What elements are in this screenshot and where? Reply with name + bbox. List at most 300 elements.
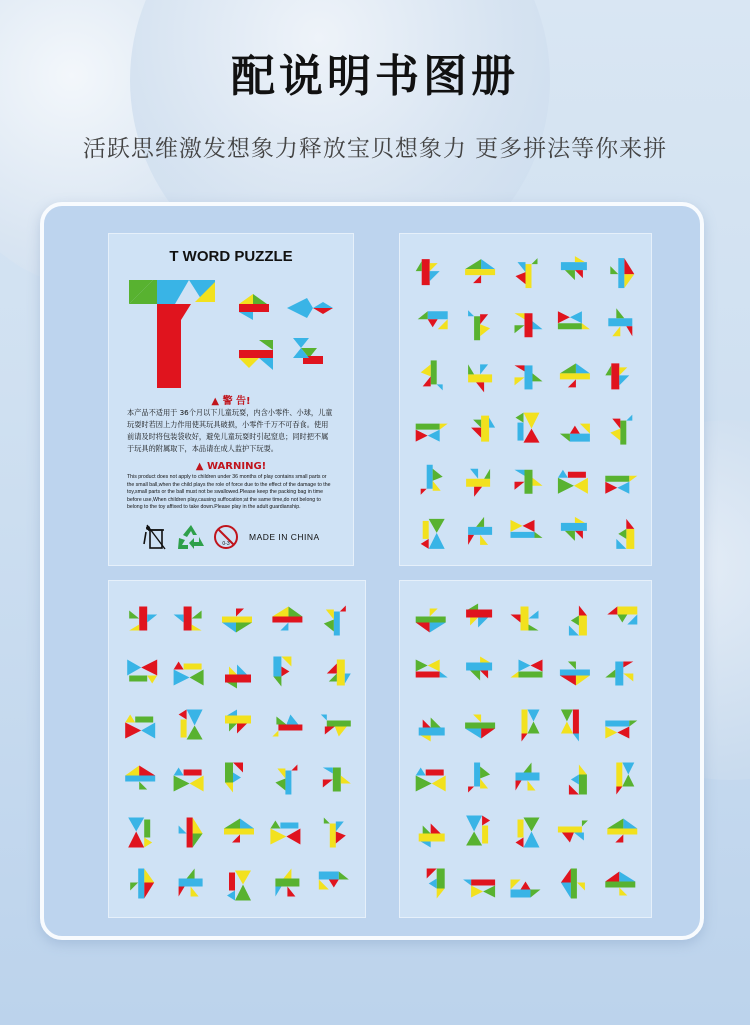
tangram-piece (522, 710, 528, 734)
tangram-pattern (174, 662, 204, 686)
tangram-pattern (468, 763, 490, 793)
tangram-piece (465, 723, 495, 729)
tangram-piece (225, 783, 233, 793)
tangram-piece (433, 469, 443, 481)
tangram-piece (278, 725, 302, 731)
tangram-piece (323, 768, 333, 774)
tangram-piece (612, 326, 620, 336)
tangram-piece (524, 818, 540, 832)
tangram-pattern (273, 657, 291, 687)
tangram-piece (531, 660, 543, 672)
tangram-piece (515, 365, 525, 371)
tangram-pattern (516, 413, 540, 443)
tangram-piece (525, 470, 533, 494)
tangram-piece (470, 618, 478, 626)
tangram-piece (605, 882, 635, 888)
tangram-piece (526, 264, 532, 288)
tangram-piece (422, 259, 430, 285)
tangram-piece (629, 721, 637, 727)
tangram-piece (582, 323, 590, 329)
tangram-piece (518, 820, 524, 838)
tangram-piece (611, 363, 619, 389)
tangram-piece (481, 729, 495, 739)
tangram-piece (431, 824, 441, 834)
pattern-card (399, 580, 652, 918)
tangram-piece (560, 434, 570, 442)
tangram-pattern (605, 662, 633, 686)
tangram-piece (418, 311, 428, 319)
tangram-piece (428, 660, 440, 672)
tangram-piece (466, 816, 482, 832)
instruction-card (108, 233, 354, 566)
tangram-piece (575, 531, 583, 539)
tangram-piece (474, 487, 482, 497)
tangram-piece (605, 482, 617, 494)
tangram-pattern (427, 869, 445, 899)
tangram-piece (533, 373, 543, 381)
tangram-piece (481, 416, 489, 442)
tangram-pattern (179, 818, 203, 848)
tangram-pattern (465, 715, 495, 739)
tangram-piece (179, 879, 203, 887)
tangram-piece (616, 787, 622, 795)
tangram-piece (233, 773, 241, 783)
tangram-piece (191, 887, 199, 897)
tangram-pattern (516, 763, 540, 791)
tangram-piece (619, 375, 629, 385)
tangram-piece (531, 890, 541, 898)
tangram-piece (174, 776, 190, 792)
tangram-pattern (224, 819, 254, 843)
tangram-piece (193, 818, 203, 834)
tangram-piece (570, 311, 582, 323)
tangram-piece (489, 418, 495, 428)
tangram-piece (225, 763, 233, 783)
tangram-piece (561, 722, 573, 734)
tangram-pattern (275, 869, 299, 897)
tangram-piece (516, 413, 524, 423)
tangram-piece (528, 722, 540, 734)
tangram-pattern (272, 607, 302, 631)
tangram-piece (127, 660, 141, 676)
tangram-piece (232, 835, 240, 843)
tangram-piece (431, 718, 441, 728)
tangram-piece (286, 829, 300, 845)
tangram-piece (484, 469, 490, 479)
tangram-pattern (416, 424, 448, 442)
tangram-piece (336, 822, 344, 832)
tangram-piece (423, 521, 429, 539)
tangram-piece (341, 776, 351, 784)
tangram-piece (319, 872, 339, 880)
tangram-piece (431, 360, 437, 384)
tangram-pattern (560, 363, 590, 387)
tangram-piece (619, 888, 627, 896)
tangram-piece (524, 832, 540, 848)
tangram-pattern (561, 710, 579, 742)
tangram-piece (468, 310, 474, 316)
tangram-piece (575, 517, 585, 523)
tangram-piece (416, 617, 446, 623)
tangram-piece (130, 883, 138, 891)
tangram-piece (287, 887, 295, 897)
tangram-pattern (605, 476, 637, 494)
tangram-piece (129, 625, 139, 631)
tangram-pattern (327, 660, 351, 686)
tangram-piece (582, 821, 588, 827)
tangram-piece (125, 776, 155, 782)
tangram-pattern (560, 662, 590, 686)
tangram-piece (626, 415, 632, 421)
tangram-piece (524, 413, 540, 429)
tangram-piece (515, 325, 525, 333)
tangram-piece (515, 313, 525, 319)
tangram-piece (128, 818, 144, 832)
tangram-piece (141, 660, 157, 676)
tangram-piece (521, 607, 529, 631)
tangram-piece (605, 727, 617, 739)
tangram-piece (626, 326, 632, 336)
tangram-piece (560, 373, 590, 379)
tangram-piece (135, 717, 153, 723)
tangram-piece (427, 465, 433, 489)
tangram-piece (561, 710, 573, 722)
tangram-piece (627, 615, 637, 625)
tangram-pattern (561, 869, 585, 899)
tangram-piece (465, 259, 481, 269)
tangram-piece (416, 776, 432, 792)
tangram-piece (533, 478, 543, 486)
tangram-piece (291, 765, 297, 771)
tangram-piece (570, 434, 590, 442)
tangram-piece (335, 727, 347, 737)
warning-triangle-icon: ▲ (211, 396, 220, 407)
tangram-pattern (558, 311, 590, 329)
tangram-piece (616, 308, 624, 318)
tangram-piece (224, 829, 254, 835)
tangram-piece (281, 657, 291, 667)
tangram-piece (272, 607, 288, 617)
tangram-piece (565, 270, 575, 280)
tangram-pattern (511, 607, 539, 631)
tangram-piece (605, 872, 619, 882)
tangram-piece (573, 734, 579, 742)
tangram-piece (236, 623, 252, 633)
tangram-piece (174, 768, 184, 776)
tangram-pattern (569, 765, 587, 795)
tangram-piece (416, 623, 430, 633)
svg-text:0-3: 0-3 (222, 541, 230, 547)
tangram-piece (125, 715, 135, 723)
tangram-piece (280, 823, 298, 829)
tangram-piece (480, 314, 488, 324)
tangram-piece (561, 869, 571, 883)
tangram-pattern (225, 710, 251, 734)
tangram-piece (423, 826, 431, 834)
tangram-piece (147, 615, 157, 623)
tangram-piece (515, 470, 525, 476)
tangram-piece (471, 880, 495, 886)
tangram-pattern (179, 869, 203, 897)
tangram-piece (273, 657, 281, 677)
made-in-label: MADE IN CHINA (249, 532, 320, 542)
tangram-piece (286, 715, 298, 725)
warning-en-title: ▲ WARNING! (195, 461, 267, 472)
tangram-piece (181, 720, 187, 738)
tangram-piece (235, 885, 251, 901)
tangram-piece (607, 829, 637, 835)
tangram-piece (482, 816, 490, 826)
tangram-piece (562, 833, 574, 843)
tangram-piece (466, 479, 490, 487)
tangram-pattern (130, 869, 154, 899)
tangram-piece (319, 880, 329, 890)
tangram-piece (568, 379, 576, 387)
tangram-piece (281, 667, 289, 677)
tangram-pattern (323, 768, 351, 792)
tangram-piece (421, 736, 431, 742)
tangram-piece (423, 720, 431, 728)
tangram-pattern (471, 416, 495, 442)
tangram-piece (275, 887, 281, 897)
tangram-piece (573, 710, 579, 734)
tangram-piece (612, 419, 620, 429)
tangram-piece (421, 539, 429, 549)
tangram-piece (427, 869, 437, 879)
tangram-piece (321, 715, 327, 721)
tangram-piece (481, 259, 495, 269)
tangram-piece (421, 364, 431, 376)
trash-bin-icon (143, 524, 167, 550)
tangram-piece (327, 664, 337, 674)
tangram-piece (471, 428, 481, 438)
tangram-pattern (275, 765, 297, 795)
tangram-piece (470, 671, 480, 681)
tangram-pattern (569, 606, 587, 636)
tangram-piece (480, 779, 488, 789)
tangram-piece (227, 683, 237, 689)
tangram-piece (511, 520, 523, 532)
tangram-piece (525, 365, 533, 389)
tangram-piece (236, 609, 244, 617)
tangram-piece (429, 519, 445, 533)
tangram-piece (187, 726, 203, 740)
tangram-piece (179, 710, 187, 720)
tangram-pattern (465, 259, 495, 283)
tangram-piece (473, 420, 481, 428)
tangram-piece (480, 671, 488, 679)
tangram-piece (192, 625, 202, 631)
tangram-piece (519, 672, 543, 678)
tangram-piece (337, 660, 345, 686)
tangram-pattern (225, 665, 251, 689)
tangram-piece (561, 523, 587, 531)
tangram-piece (277, 769, 285, 779)
tangram-piece (622, 775, 634, 787)
tangram-pattern (561, 256, 587, 280)
tangram-piece (430, 623, 446, 633)
tangram-pattern (418, 311, 448, 329)
tangram-piece (565, 531, 575, 541)
tangram-piece (416, 424, 440, 430)
tangram-piece (147, 676, 157, 684)
tangram-pattern (515, 365, 543, 389)
tangram-piece (423, 376, 431, 386)
tangram-piece (560, 363, 576, 373)
tangram-pattern (324, 606, 346, 636)
tangram-piece (193, 834, 203, 848)
tangram-piece (432, 776, 446, 792)
tangram-piece (433, 481, 441, 491)
tangram-piece (568, 662, 576, 670)
tangram-piece (227, 891, 235, 901)
tangram-piece (524, 429, 540, 443)
tangram-piece (574, 478, 588, 494)
tangram-piece (568, 472, 586, 478)
tangram-piece (329, 674, 337, 682)
tangram-piece (334, 612, 340, 636)
tangram-piece (128, 832, 144, 848)
tangram-piece (237, 665, 247, 675)
tangram-piece (125, 766, 139, 776)
tangram-piece (576, 676, 590, 686)
tangram-pattern (468, 364, 492, 392)
page-subtitle: 活跃思维激发想象力释放宝贝想象力 更多拼法等你来拼 (82, 136, 668, 162)
tangram-piece (138, 869, 144, 899)
tangram-piece (280, 623, 288, 631)
tangram-piece (416, 672, 440, 678)
tangram-pattern (129, 607, 157, 631)
warning-cn-text: 本产品不适用于 36个月以下儿童玩耍，内含小零件、小球，儿童玩耍时若因上力作用使其玩具破损，小零件千万不可吞食。使用前请及时将包装袋收好，避免儿童玩耍时引起窒息；同时把不属于玩具的附属取下，本品请在成人监护下玩耍。 (127, 408, 333, 453)
tangram-piece (622, 763, 634, 775)
tangram-piece (229, 724, 237, 732)
tangram-piece (229, 873, 235, 891)
tangram-piece (421, 842, 431, 848)
tangram-piece (179, 826, 187, 834)
tangram-piece (579, 775, 587, 795)
tangram-piece (144, 820, 150, 838)
tangram-pattern (324, 818, 346, 848)
tangram-piece (476, 382, 484, 392)
tangram-pattern (610, 258, 634, 288)
tangram-pattern (421, 465, 443, 495)
tangram-pattern (605, 872, 635, 896)
tangram-piece (528, 781, 536, 791)
tangram-piece (619, 367, 627, 375)
tangram-piece (616, 763, 622, 787)
tangram-piece (235, 871, 251, 885)
tangram-piece (617, 615, 627, 623)
tangram-piece (523, 520, 535, 532)
tangram-piece (325, 727, 335, 735)
tangram-piece (558, 311, 570, 323)
tangram-pattern (605, 363, 629, 389)
tangram-piece (468, 364, 474, 374)
tangram-piece (577, 883, 585, 891)
tangram-piece (430, 263, 438, 271)
tangram-piece (535, 532, 543, 538)
tangram-piece (518, 262, 526, 272)
tangram-piece (465, 269, 495, 275)
tangram-pattern (516, 258, 538, 288)
tangram-piece (533, 321, 543, 329)
tangram-pattern (174, 607, 202, 631)
tangram-piece (463, 880, 471, 886)
tangram-piece (466, 663, 492, 671)
tangram-piece (273, 677, 281, 687)
tangram-piece (624, 274, 634, 288)
tangram-piece (570, 426, 580, 434)
tangram-piece (470, 469, 478, 479)
tangram-piece (428, 319, 438, 327)
tangram-piece (532, 258, 538, 264)
t-puzzle-illustration (129, 280, 217, 392)
tangram-piece (480, 657, 490, 663)
tangram-piece (139, 766, 155, 776)
age-restriction-icon (213, 524, 239, 550)
tangram-pattern (616, 763, 634, 795)
tangram-piece (605, 721, 629, 727)
tangram-piece (275, 779, 285, 791)
tangram-piece (283, 869, 291, 879)
tangram-piece (471, 886, 483, 898)
tangram-piece (187, 818, 193, 848)
tangram-pattern (616, 519, 634, 549)
small-shape (239, 340, 275, 370)
tangram-piece (227, 710, 237, 716)
tangram-piece (144, 869, 154, 883)
tangram-piece (222, 623, 236, 633)
tangram-piece (225, 716, 251, 724)
tangram-piece (416, 660, 428, 672)
tangram-piece (465, 729, 481, 739)
tangram-piece (528, 710, 540, 722)
tangram-pattern (419, 824, 445, 848)
tangram-piece (333, 768, 341, 792)
tangram-piece (473, 715, 481, 723)
tangram-pattern (607, 819, 637, 843)
tangram-piece (473, 275, 481, 283)
tangram-pattern (610, 415, 632, 445)
tangram-pattern (515, 470, 543, 494)
tangram-pattern (608, 308, 632, 336)
tangram-piece (139, 607, 147, 631)
tangram-pattern (416, 660, 448, 678)
warning-en-text: This product does not apply to children under 36 months of play contains small parts or the small ball,when the child plays the role of force due to the effect of the damage to the toy,small parts or the ball must not be swallowed.Please keep the packing bag in time before use,When children play,causing suffocation;at the same time,do not belong to belong to the toy affixed to take down.Please play in the adult guardianship. (127, 474, 331, 511)
tangram-piece (474, 763, 480, 787)
tangram-piece (437, 384, 443, 390)
tangram-pattern (416, 768, 446, 792)
tangram-piece (345, 674, 351, 684)
tangram-piece (222, 617, 252, 623)
tangram-piece (327, 721, 351, 727)
tangram-piece (480, 535, 488, 545)
tangram-piece (605, 365, 611, 375)
page-title: 配说明书图册 (231, 51, 519, 102)
tangram-pattern (515, 313, 543, 337)
tangram-piece (511, 672, 519, 678)
tangram-piece (617, 727, 629, 739)
tangram-piece (440, 672, 448, 678)
tangram-pattern (607, 607, 637, 625)
tangram-pattern (174, 768, 204, 792)
pattern-card (399, 233, 652, 566)
tangram-piece (440, 424, 448, 430)
tangram-piece (237, 724, 247, 734)
pattern-grid (400, 234, 653, 567)
tangram-piece (240, 819, 254, 829)
tangram-pattern (227, 871, 251, 901)
